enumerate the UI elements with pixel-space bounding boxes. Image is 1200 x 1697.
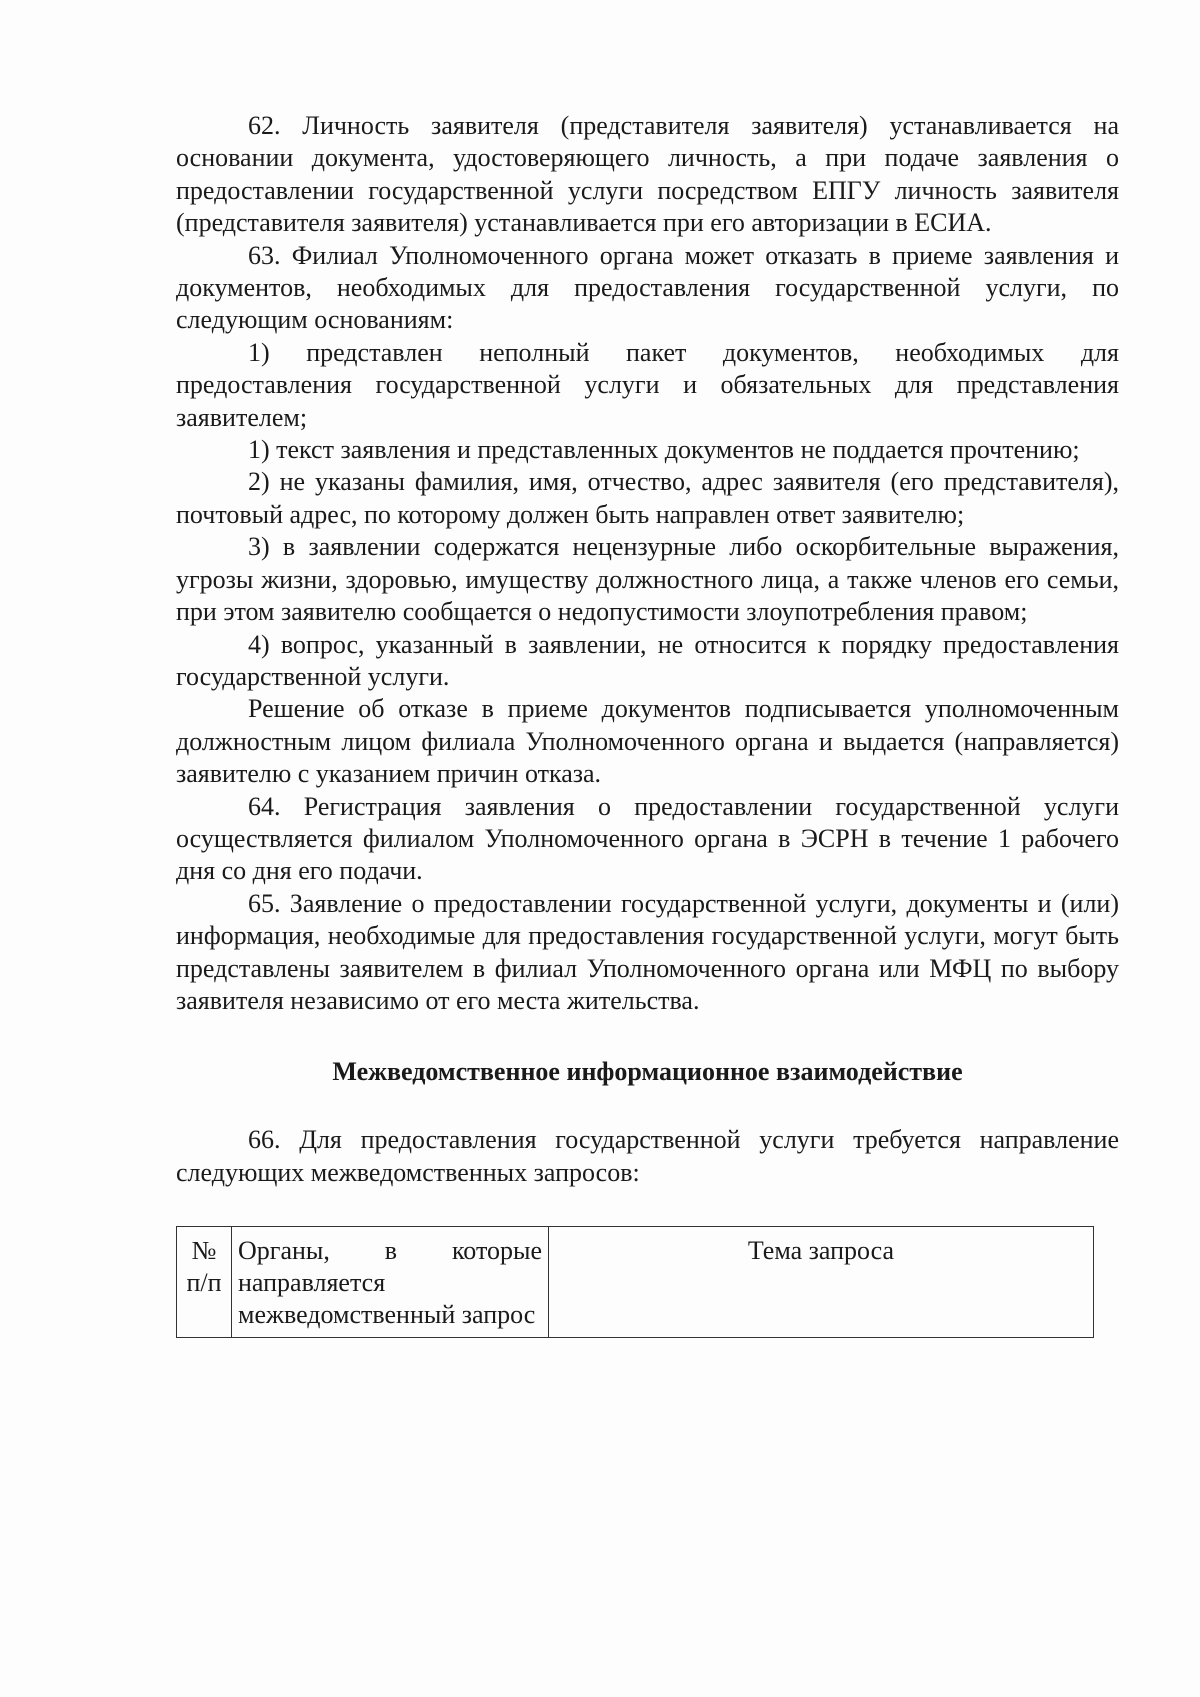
paragraph-63: 63. Филиал Уполномоченного органа может отказать в приеме заявления и документов, необходимых для предоставления государственной услуги, по следующим основаниям: bbox=[176, 240, 1119, 335]
section-heading: Межведомственное информационное взаимодействие bbox=[332, 1057, 963, 1087]
paragraph-65: 65. Заявление о предоставлении государственной услуги, документы и (или) информация, необходимые для предоставления государственной услуги, могут быть представлены заявителем в филиал Уполномоченного органа или МФЦ по выбору заявителя независимо от его места жительства. bbox=[176, 888, 1119, 1015]
document-body bbox=[176, 110, 1119, 1338]
paragraph-66: 66. Для предоставления государственной услуги требуется направление следующих межведомственных запросов: bbox=[176, 1125, 1119, 1187]
list-item-1b: 1) текст заявления и представленных документов не поддается прочтению; bbox=[248, 435, 1080, 465]
refusal-decision-paragraph: Решение об отказе в приеме документов подписывается уполномоченным должностным лицом филиала Уполномоченного органа и выдается (направляется) заявителю с указанием причин отказа. bbox=[176, 694, 1119, 789]
header-organs bbox=[232, 1227, 549, 1338]
interagency-requests-table bbox=[176, 1226, 1094, 1338]
header-organs-text: Органы, в которые направляется межведомственный запрос bbox=[238, 1236, 542, 1330]
header-number: № п/п bbox=[177, 1227, 232, 1338]
list-item-4: 4) вопрос, указанный в заявлении, не относится к порядку предоставления государственной услуги. bbox=[176, 629, 1119, 691]
header-request-theme: Тема запроса bbox=[549, 1227, 1094, 1338]
table-header-row bbox=[177, 1227, 1094, 1338]
paragraph-64: 64. Регистрация заявления о предоставлении государственной услуги осуществляется филиалом Уполномоченного органа в ЭСРН в течение 1 рабочего дня со дня его подачи. bbox=[176, 791, 1119, 886]
paragraph-62: 62. Личность заявителя (представителя заявителя) устанавливается на основании документа, удостоверяющего личность, а при подаче заявления о предоставлении государственной услуги посредством ЕПГУ личность заявителя (представителя заявителя) устанавливается при его авторизации в ЕСИА. bbox=[176, 111, 1119, 238]
list-item-1a: 1) представлен неполный пакет документов, необходимых для предоставления государственной услуги и обязательных для представления заявителем; bbox=[176, 337, 1119, 432]
list-item-3: 3) в заявлении содержатся нецензурные либо оскорбительные выражения, угрозы жизни, здоровью, имуществу должностного лица, а также членов его семьи, при этом заявителю сообщается о недопустимости злоупотребления правом; bbox=[176, 532, 1119, 627]
list-item-2: 2) не указаны фамилия, имя, отчество, адрес заявителя (его представителя), почтовый адрес, по которому должен быть направлен ответ заявителю; bbox=[176, 467, 1119, 529]
